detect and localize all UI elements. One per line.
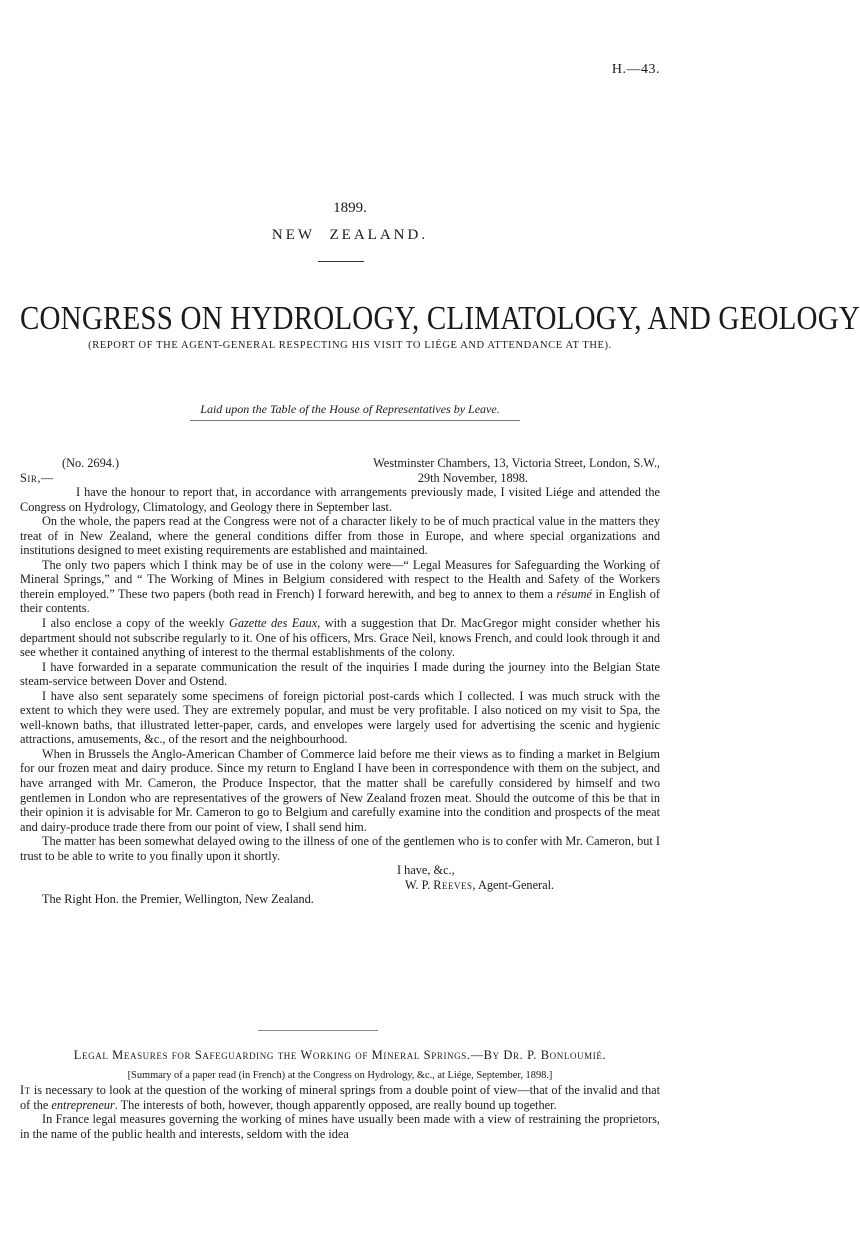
divider-rule bbox=[318, 261, 364, 262]
letter bbox=[20, 456, 660, 907]
letter-addressee: The Right Hon. the Premier, Wellington, New Zealand. bbox=[42, 892, 314, 907]
paper-summary: [Summary of a paper read (in French) at the Congress on Hydrology, &c., at Liége, September, 1898.] bbox=[127, 1070, 553, 1081]
letter-salutation-row bbox=[20, 471, 660, 486]
letter-paragraph: The matter has been somewhat delayed owing to the illness of one of the gentlemen who is to confer with Mr. Cameron, but I trust to be able to write to you finally upon it shortly. bbox=[20, 834, 660, 863]
letter-number: (No. 2694.) bbox=[62, 456, 120, 470]
paper-section bbox=[20, 1048, 660, 1141]
paper-paragraph: In France legal measures governing the working of mines have usually been made with a view of restraining the proprietors, in the name of the public health and interests, seldom with the idea bbox=[20, 1112, 660, 1141]
divider-rule bbox=[258, 1030, 378, 1031]
letter-paragraph: When in Brussels the Anglo-American Chamber of Commerce laid before me their views as to finding a market in Belgium for our frozen meat and dairy produce. Since my return to England I have been in correspondence with them on the subject, and have arranged with Mr. Cameron, the Produce Inspector, that the matter shall be carefully considered by himself and two gentlemen in London who are representatives of the growers of New Zealand frozen meat. Should the outcome of this be that in their opinion it is advisable for Mr. Cameron to go to Belgium and carefully examine into the condition and prospects of the meat and dairy-produce trade there from our point of view, I shall send him. bbox=[20, 746, 660, 834]
divider-rule bbox=[190, 420, 520, 421]
letter-paragraph: The only two papers which I think may be of use in the colony were—“ Legal Measures for Safeguarding the Working of Mineral Springs,” and “ The Working of Mines in Belgium considered with respect to the Health and Safety of the Workers therein employed.” These two papers (both read in French) I forward herewith, and beg to annex to them a résumé in English of their contents. bbox=[20, 557, 660, 616]
letter-paragraph: I have also sent separately some specimens of foreign pictorial post-cards which I collected. I was much struck with the extent to which they were used. They are extremely popular, and must be very profitable. I also noticed on my visit to Spa, the well-known baths, that illustrated letter-paper, cards, and envelopes were largely used for advertising the scenic and hygienic attractions, amusements, &c., of the resort and the neighbourhood. bbox=[20, 688, 660, 747]
letter-paragraph: On the whole, the papers read at the Congress were not of a character likely to be of much practical value in the matters they treat of in New Zealand, where the general conditions differ from those in Europe, and where special organizations and institutions designed to meet existing requirements are established and maintained. bbox=[20, 514, 660, 558]
letter-paragraph: I have forwarded in a separate communication the result of the inquiries I made during the journey into the Belgian State steam-service between Dover and Ostend. bbox=[20, 659, 660, 689]
italic-term: entrepreneur bbox=[51, 1097, 115, 1112]
italic-term: Gazette des Eaux bbox=[228, 616, 318, 631]
letter-address: Westminster Chambers, 13, Victoria Street, London, S.W., bbox=[373, 456, 660, 470]
letter-salutation: Sir,— bbox=[20, 470, 54, 485]
letter-header-row bbox=[20, 456, 660, 471]
year: 1899. bbox=[333, 200, 367, 216]
letter-signature: W. P. Reeves, Agent-General. bbox=[405, 877, 555, 892]
letter-date: 29th November, 1898. bbox=[417, 470, 528, 485]
laid-upon-note: Laid upon the Table of the House of Representatives by Leave. bbox=[200, 402, 500, 416]
document-subtitle: (REPORT OF THE AGENT-GENERAL RESPECTING HIS VISIT TO LIÉGE AND ATTENDANCE AT THE). bbox=[88, 340, 612, 351]
italic-term: résumé bbox=[556, 586, 592, 601]
letter-closing: I have, &c., bbox=[397, 863, 455, 878]
page-reference: H.—43. bbox=[611, 62, 660, 77]
country-heading: NEW ZEALAND. bbox=[271, 227, 429, 243]
paper-paragraph: It is necessary to look at the question of the working of mineral springs from a double point of view—that of the invalid and that of the entrepreneur. The interests of both, however, though apparently opposed, are really bound up together. bbox=[20, 1083, 660, 1112]
paper-heading: Legal Measures for Safeguarding the Working of Mineral Springs.—By Dr. P. Bonloumié. bbox=[73, 1048, 607, 1062]
document-title: CONGRESS ON HYDROLOGY, CLIMATOLOGY, AND GEOLOGY bbox=[20, 300, 860, 337]
letter-paragraph: I have the honour to report that, in accordance with arrangements previously made, I visited Liége and attended the Congress on Hydrology, Climatology, and Geology there in September last. bbox=[20, 485, 660, 514]
letter-paragraph: I also enclose a copy of the weekly Gazette des Eaux, with a suggestion that Dr. MacGregor might consider whether his department should not subscribe regularly to it. One of his officers, Mrs. Grace Neil, knows French, and could look through it and see whether it contained anything of interest to the thermal establishments of the colony. bbox=[20, 616, 660, 660]
